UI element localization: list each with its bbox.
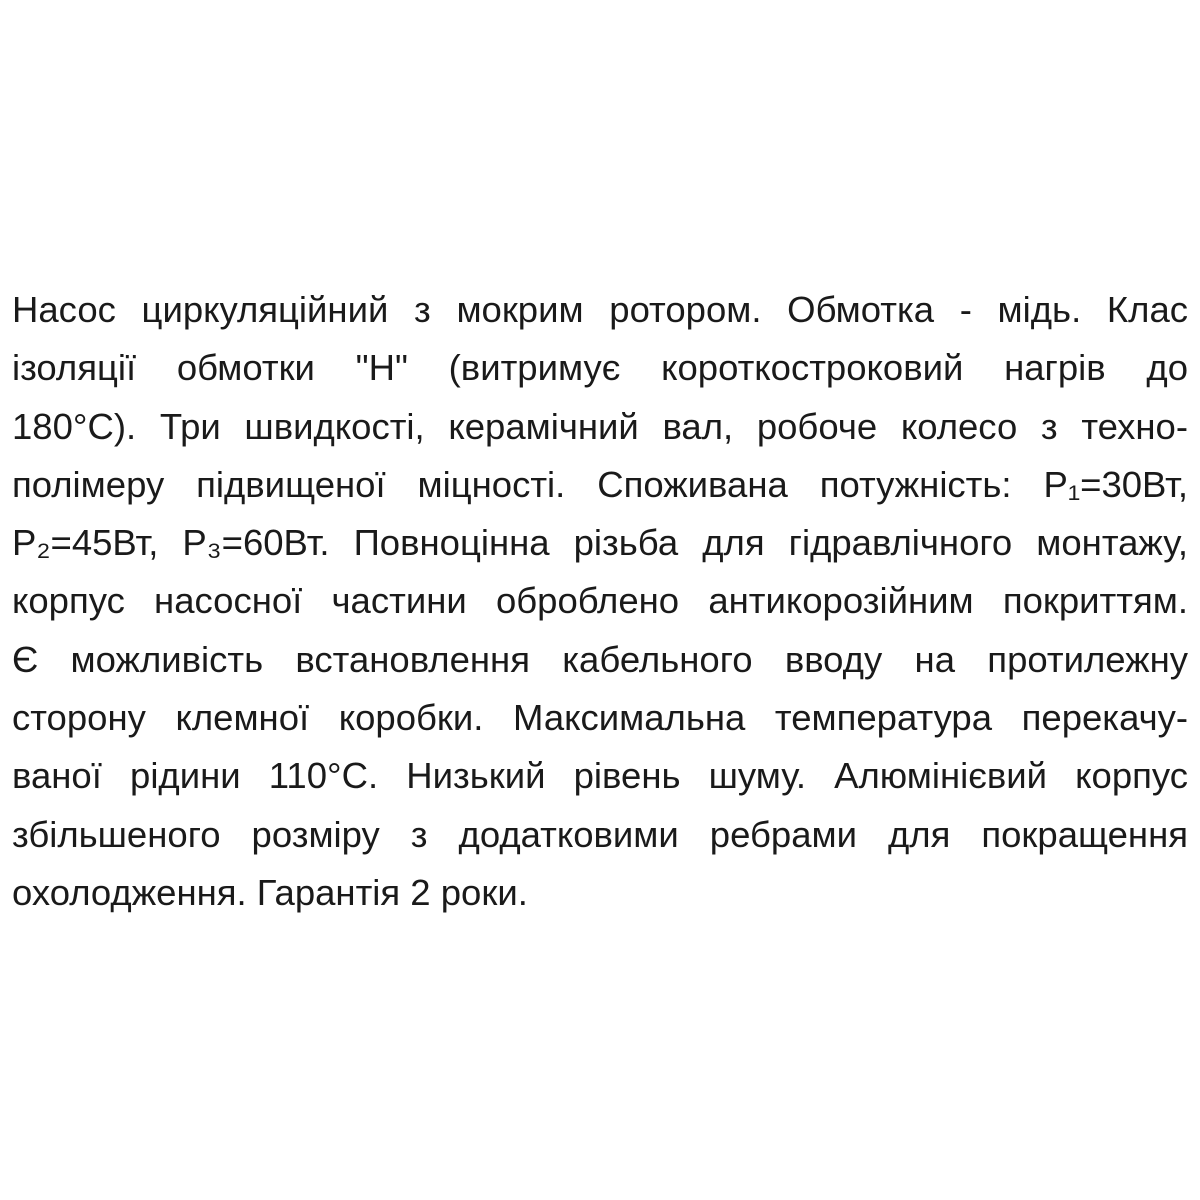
description-line-5: P₂=45Вт, P₃=60Вт. Повноцінна різьба для гідравлічного монтажу, (12, 522, 1188, 564)
description-line-3: 180°C). Три швидкості, керамічний вал, робоче колесо з техно- (12, 405, 1188, 447)
description-line-4: полімеру підвищеної міцності. Споживана потужність: P₁=30Вт, (12, 463, 1188, 505)
description-line-10: збільшеного розміру з додатковими ребрами для покращення (12, 813, 1188, 855)
description-line-7: Є можливість встановлення кабельного вводу на протилежну (12, 638, 1188, 680)
product-description (12, 281, 1188, 922)
description-line-8: сторону клемної коробки. Максимальна температура перекачу- (12, 697, 1188, 739)
description-line-11: охолодження. Гарантія 2 роки. (12, 871, 528, 913)
description-line-2: ізоляції обмотки "H" (витримує короткостроковий нагрів до (12, 347, 1188, 389)
description-line-6: корпус насосної частини оброблено антикорозійним покриттям. (12, 580, 1188, 622)
description-line-9: ваної рідини 110°C. Низький рівень шуму. Алюмінієвий корпус (12, 755, 1188, 797)
description-line-1: Насос циркуляційний з мокрим ротором. Обмотка - мідь. Клас (12, 289, 1188, 330)
